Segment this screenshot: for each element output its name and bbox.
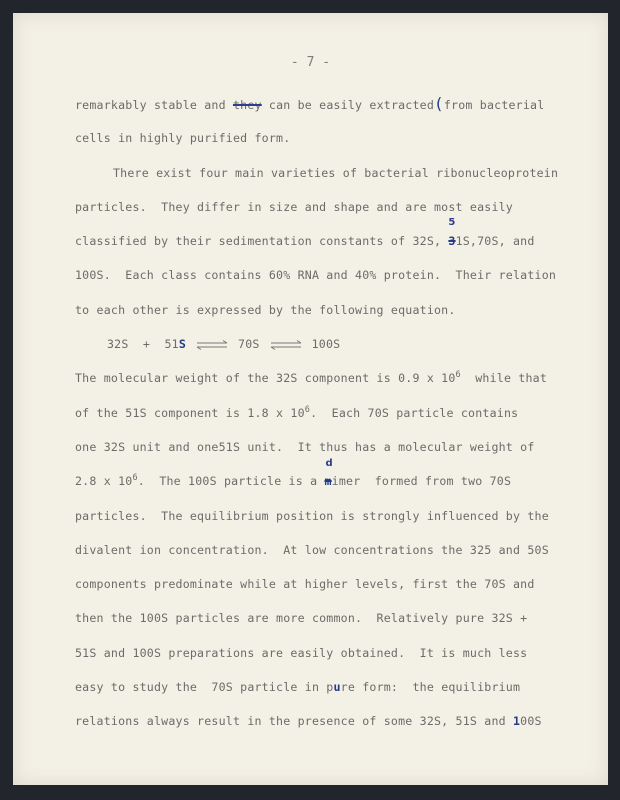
equilibrium-arrows-icon — [196, 340, 228, 350]
handwritten-correction: 1 — [512, 714, 521, 729]
text-line-18: easy to study the 70S particle in pure form: the equilibrium — [75, 680, 521, 695]
text-line-13: particles. The equilibrium position is strongly influenced by the — [75, 508, 549, 523]
equation-term-51s: 51S — [164, 337, 187, 352]
text-line-10: of the 51S component is 1.8 x $10^6$. Each 70S particle contains — [75, 404, 519, 420]
page-body — [75, 87, 575, 739]
handwritten-correction — [448, 217, 456, 249]
handwritten-correction: u — [333, 680, 341, 695]
inserted-character: d — [325, 458, 333, 470]
handwritten-mark: ( — [434, 94, 444, 113]
exponent: 6 — [304, 404, 311, 415]
text-line-2: cells in highly purified form. — [75, 131, 291, 146]
text-line-12: 2.8 x $10^6$. The 100S particle is a d mimer formed from two 70S — [75, 458, 512, 489]
text-line-14: divalent ion concentration. At low concentrations the 325 and 50S — [75, 542, 549, 557]
struck-character: m — [324, 474, 332, 489]
text-line-15: components predominate while at higher levels, first the 70S and — [75, 577, 535, 592]
text-line-5: classified by their sedimentation constants of 32S, 5 31S,70S, and — [75, 217, 535, 249]
equilibrium-arrows-icon — [270, 340, 302, 350]
text-line-16: then the 100S particles are more common. Relatively pure 32S + — [75, 611, 528, 626]
equation-term-32s: 32S — [107, 337, 129, 352]
text-line-3: There exist four main varieties of bacterial ribonucleoprotein — [113, 165, 559, 180]
text-line-9: The molecular weight of the 32S component is 0.9 x $10^6$ while that — [75, 370, 548, 386]
struck-word: they — [232, 98, 262, 112]
handwritten-correction — [324, 458, 333, 489]
inserted-character: 5 — [448, 217, 456, 229]
text-line-1: remarkably stable and they can be easily extracted(from bacterial — [75, 94, 545, 113]
exponent: 6 — [132, 473, 138, 484]
text-line-7: to each other is expressed by the following equation. — [75, 302, 456, 317]
text-line-6: 100S. Each class contains 60% RNA and 40% protein. Their relation — [75, 268, 557, 283]
typewritten-page — [13, 13, 608, 785]
page-number: - 7 - — [290, 55, 331, 70]
text-line-4: particles. They differ in size and shape and are most easily — [75, 199, 513, 214]
equation-line — [75, 327, 575, 361]
text-line-11: one 32S unit and one51S unit. It thus has a molecular weight of — [75, 439, 535, 454]
text-line-17: 51S and 100S preparations are easily obtained. It is much less — [75, 645, 528, 660]
equation-term-70s: 70S — [238, 337, 260, 352]
struck-character: 3 — [448, 234, 456, 249]
plus-sign: + — [142, 337, 151, 352]
equation-term-100s: 100S — [311, 337, 341, 352]
exponent: 6 — [455, 370, 461, 381]
text-line-19: relations always result in the presence of some 32S, 51S and 100S — [75, 714, 542, 729]
